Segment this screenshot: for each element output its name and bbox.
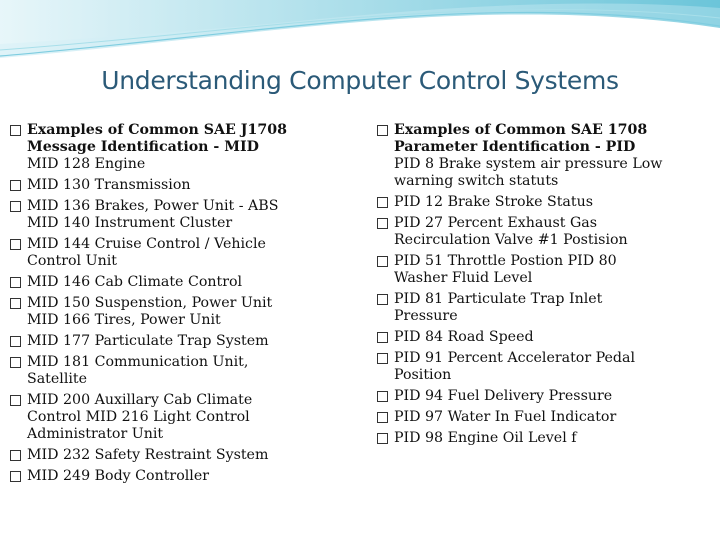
checkbox-bullet-icon <box>377 332 388 343</box>
right-item-text: Position <box>394 367 452 383</box>
checkbox-bullet-icon <box>10 336 21 347</box>
right-list-item <box>377 291 712 325</box>
left-item-text: MID 130 Transmission <box>27 177 191 193</box>
checkbox-bullet-icon <box>10 201 21 212</box>
checkbox-bullet-icon <box>377 294 388 305</box>
checkbox-bullet-icon <box>10 277 21 288</box>
left-item-text: MID 181 Communication Unit, <box>27 354 249 370</box>
left-item-text: Examples of Common SAE J1708 <box>27 122 287 138</box>
right-item-text: PID 91 Percent Accelerator Pedal <box>394 350 635 366</box>
right-item-text: PID 98 Engine Oil Level f <box>394 430 577 446</box>
right-list-item <box>377 253 712 287</box>
right-list-item <box>377 215 712 249</box>
right-list-item <box>377 350 712 384</box>
left-item-text: MID 177 Particulate Trap System <box>27 333 269 349</box>
right-item-text: PID 27 Percent Exhaust Gas <box>394 215 598 231</box>
left-item-text: MID 140 Instrument Cluster <box>27 215 233 231</box>
checkbox-bullet-icon <box>10 450 21 461</box>
right-column-list <box>377 122 712 451</box>
right-list-item <box>377 388 712 405</box>
right-item-text: Recirculation Valve #1 Postision <box>394 232 628 248</box>
left-list-item <box>10 354 345 388</box>
checkbox-bullet-icon <box>10 298 21 309</box>
left-list-item <box>10 274 345 291</box>
right-item-text: PID 94 Fuel Delivery Pressure <box>394 388 613 404</box>
left-item-text: Control MID 216 Light Control <box>27 409 250 425</box>
left-list-item <box>10 333 345 350</box>
right-list-item <box>377 329 712 346</box>
checkbox-bullet-icon <box>10 125 21 136</box>
right-item-text: Pressure <box>394 308 458 324</box>
right-item-text: PID 97 Water In Fuel Indicator <box>394 409 617 425</box>
right-list-item <box>377 430 712 447</box>
checkbox-bullet-icon <box>377 197 388 208</box>
slide-title: Understanding Computer Control Systems <box>101 66 619 95</box>
left-list-item <box>10 198 345 232</box>
left-item-text: MID 166 Tires, Power Unit <box>27 312 221 328</box>
right-list-item <box>377 194 712 211</box>
left-item-text: MID 249 Body Controller <box>27 468 209 484</box>
left-item-text: MID 150 Suspenstion, Power Unit <box>27 295 273 311</box>
left-list-item <box>10 236 345 270</box>
left-item-text: MID 144 Cruise Control / Vehicle <box>27 236 266 252</box>
checkbox-bullet-icon <box>377 218 388 229</box>
checkbox-bullet-icon <box>377 412 388 423</box>
left-item-text: MID 232 Safety Restraint System <box>27 447 269 463</box>
left-item-text: MID 146 Cab Climate Control <box>27 274 243 290</box>
checkbox-bullet-icon <box>10 471 21 482</box>
checkbox-bullet-icon <box>10 395 21 406</box>
left-item-text: Satellite <box>27 371 87 387</box>
left-item-text: MID 136 Brakes, Power Unit - ABS <box>27 198 279 214</box>
checkbox-bullet-icon <box>377 125 388 136</box>
left-item-text: Message Identification - MID <box>27 139 259 155</box>
checkbox-bullet-icon <box>10 357 21 368</box>
right-item-text: Parameter Identification - PID <box>394 139 636 155</box>
checkbox-bullet-icon <box>377 391 388 402</box>
left-item-text: Control Unit <box>27 253 117 269</box>
right-item-text: PID 12 Brake Stroke Status <box>394 194 594 210</box>
checkbox-bullet-icon <box>377 256 388 267</box>
right-item-text: PID 84 Road Speed <box>394 329 534 345</box>
left-column-list <box>10 122 345 489</box>
right-item-subtext: PID 8 Brake system air pressure Low warning switch statuts <box>394 156 663 189</box>
right-item-text: PID 51 Throttle Postion PID 80 <box>394 253 617 269</box>
right-item-text: Examples of Common SAE 1708 <box>394 122 648 138</box>
checkbox-bullet-icon <box>10 180 21 191</box>
right-item-text: Washer Fluid Level <box>394 270 533 286</box>
checkbox-bullet-icon <box>377 433 388 444</box>
checkbox-bullet-icon <box>377 353 388 364</box>
left-item-text: Administrator Unit <box>27 426 164 442</box>
left-list-item <box>10 447 345 464</box>
checkbox-bullet-icon <box>10 239 21 250</box>
right-item-text: PID 81 Particulate Trap Inlet <box>394 291 603 307</box>
right-list-item <box>377 409 712 426</box>
left-item-subtext: MID 128 Engine <box>27 156 146 172</box>
right-list-item <box>377 122 712 190</box>
left-list-item <box>10 177 345 194</box>
left-item-text: MID 200 Auxillary Cab Climate <box>27 392 253 408</box>
left-list-item <box>10 468 345 485</box>
left-list-item <box>10 392 345 443</box>
left-list-item <box>10 122 345 173</box>
header-wave-decoration <box>0 0 720 70</box>
left-list-item <box>10 295 345 329</box>
